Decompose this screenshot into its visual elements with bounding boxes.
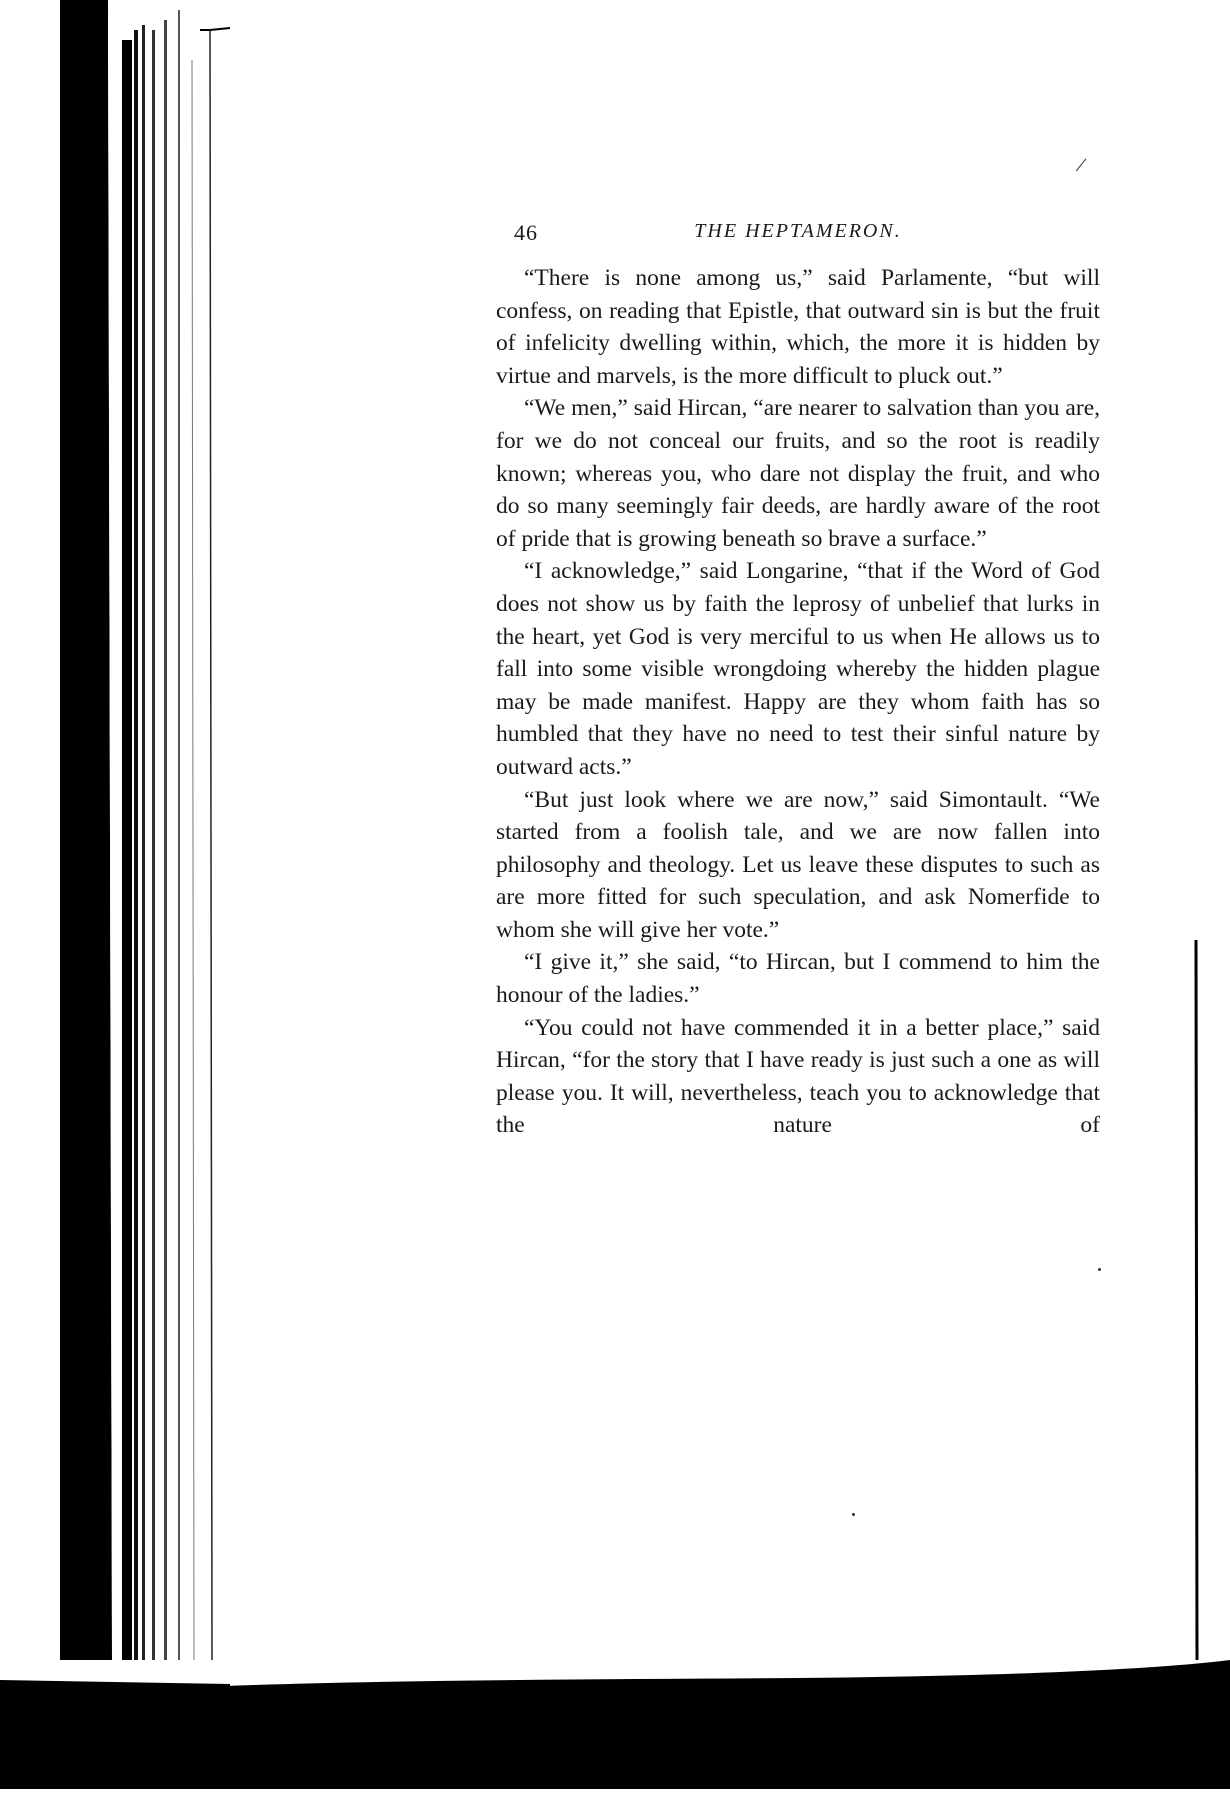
page-number: 46 <box>514 220 538 245</box>
ink-speck <box>1098 1268 1101 1271</box>
binding-shadow <box>0 0 42 1789</box>
page-header <box>496 220 1100 254</box>
ink-speck <box>852 1513 855 1516</box>
body-text <box>496 262 1100 1142</box>
paragraph: “There is none among us,” said Parlamente, “but will confess, on reading that Epistle, that outward sin is but the fruit of infelicity dwelling within, which, the more it is hidden by virtue and marvels, is the more difficult to pluck out.” <box>496 265 1100 389</box>
paragraph: “I give it,” she said, “to Hircan, but I commend to him the honour of the ladies.” <box>496 949 1100 1009</box>
paragraph: “We men,” said Hircan, “are nearer to salvation than you are, for we do not conceal our fruits, and so the root is readily known; whereas you, who dare not display the fruit, and who do so many seemingly fair deeds, are hardly aware of the root of pride that is growing beneath so brave a surface.” <box>496 395 1100 552</box>
paragraph: “You could not have commended it in a better place,” said Hircan, “for the story that I have ready is just such a one as will please you. It will, nevertheless, teach you to acknowledge that the nature of <box>496 1014 1100 1139</box>
book-page <box>496 220 1100 1142</box>
paragraph: “I acknowledge,” said Longarine, “that if the Word of God does not show us by faith the leprosy of unbelief that lurks in the heart, yet God is very merciful to us when He allows us to fall into some visible wrongdoing whereby the hidden plague may be made manifest. Happy are they whom faith has so humbled that they have no need to test their sinful nature by outward acts.” <box>496 558 1100 780</box>
page-edge-right <box>1190 0 1230 1789</box>
running-head: THE HEPTAMERON. <box>694 220 902 242</box>
margin-pencil-mark: / <box>1074 151 1089 178</box>
book-bottom-edge <box>0 1660 1230 1789</box>
paragraph: “But just look where we are now,” said Simontault. “We started from a foolish tale, and we are now fallen into philosophy and theology. Let us leave these disputes to such as are more fitted for such speculation, and ask Nomerfide to whom she will give her vote.” <box>496 786 1100 943</box>
book-gutter <box>60 0 230 1789</box>
